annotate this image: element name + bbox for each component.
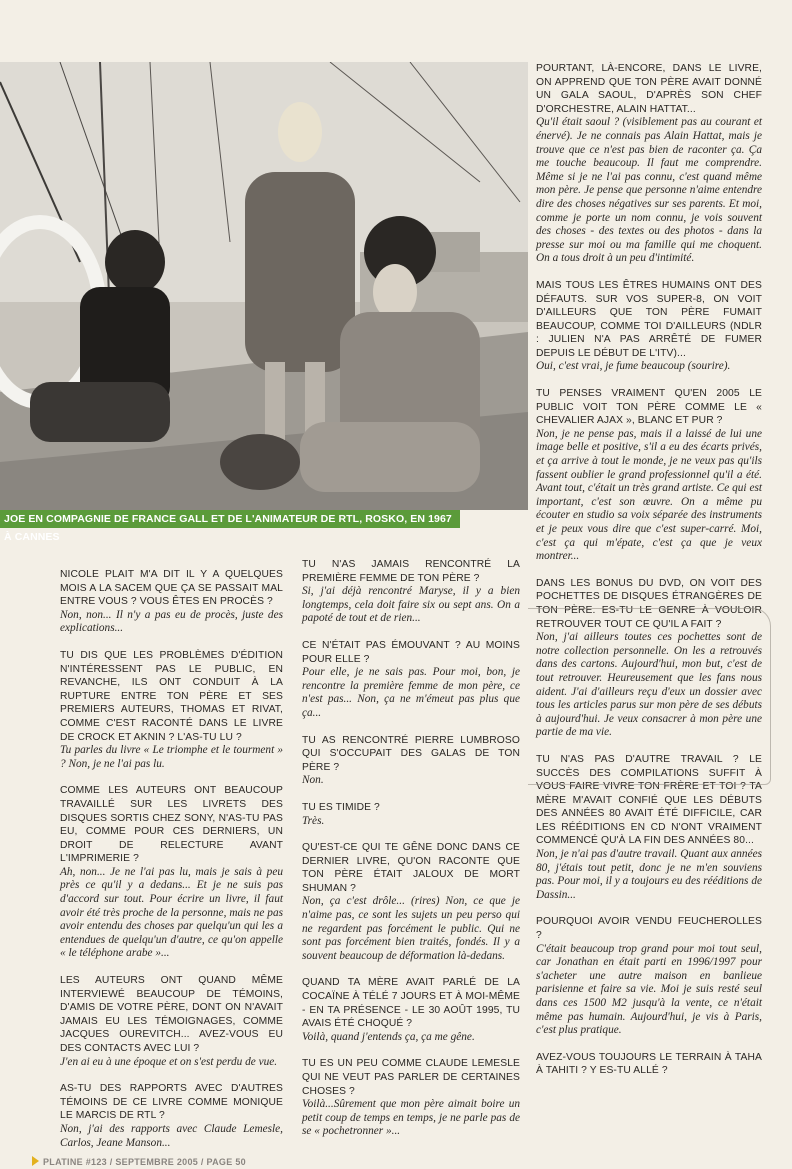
question: TU PENSES VRAIMENT QU'EN 2005 LE PUBLIC VOIT TON PÈRE COMME LE « CHEVALIER AJAX », BLANC ET PUR ? (536, 388, 762, 427)
question: AVEZ-VOUS TOUJOURS LE TERRAIN À TAHA À TAHITI ? Y ES-TU ALLÉ ? (536, 1051, 762, 1077)
answer: Pour elle, je ne sais pas. Pour moi, bon, je rencontre la première femme de mon père, ce n'est pas... Non, ça ne m'émeut pas plus que ça... (302, 666, 520, 719)
question: TU ES UN PEU COMME CLAUDE LEMESLE QUI NE VEUT PAS PARLER DE CERTAINES CHOSES ? (302, 1058, 520, 1097)
question: TU N'AS PAS D'AUTRE TRAVAIL ? LE SUCCÈS DES COMPILATIONS SUFFIT À VOUS FAIRE VIVRE TON FRÈRE ET TOI ? TA MÈRE M'AVAIT CONFIÉ QUE LES DÉBUTS DES ANNÉES 80 AVAIT ÉTÉ DIFFICILE, CAR LES RÉÉDITIONS EN CD N'ONT VRAIMENT COMMENCÉ QU'À LA FIN DES ANNÉES 80... (536, 753, 762, 847)
answer: Non, je ne pense pas, mais il a laissé de lui une image belle et positive, s'il a eu des écarts privés, et ça arrive à tout le monde, je ne veux pas qu'ils fassent oublier le grand professionnel qu'il a été. Avant tout, c'était un très grand artiste. Ce qui est important, c'est son œuvre. On a même pu écouter en studio sa voix séparée des instruments et je peux vous dire que c'est super-carré. Moi, c'est ça qui m'épate, c'est ça que je veux montrer... (536, 427, 762, 563)
question: MAIS TOUS LES ÊTRES HUMAINS ONT DES DÉFAUTS. SUR VOS SUPER-8, ON VOIT D'AILLEURS QUE TON PÈRE FUMAIT BEAUCOUP, COMME TOI D'AILLEURS (NDLR : JULIEN N'A PAS ARRÊTÉ DE FUMER DEPUIS LE DÉBUT DE L'ITV)... (536, 279, 762, 359)
column-1 (60, 568, 283, 1163)
question: TU ES TIMIDE ? (302, 801, 380, 813)
answer: Ah, non... Je ne l'ai pas lu, mais je sais à peu près ce qu'il y a dedans... Et je ne suis pas d'accord sur tout. Pour écrire un livre, il faut avoir été très proche de la personne, mais ne pas avoir entendu des choses par quelqu'un qui les a entendues de quelqu'un d'autre, ce qu'on appelle « le téléphone arabe »... (60, 865, 283, 960)
question: TU N'AS JAMAIS RENCONTRÉ LA PREMIÈRE FEMME DE TON PÈRE ? (302, 559, 520, 584)
question: NICOLE PLAIT M'A DIT IL Y A QUELQUES MOIS A LA SACEM QUE ÇA SE PASSAIT MAL ENTRE VOUS ? VOUS ÊTES EN PROCÈS ? (60, 569, 283, 608)
question: QUAND TA MÈRE AVAIT PARLÉ DE LA COCAÏNE À TÉLÉ 7 JOURS ET À MOI-MÊME - EN TA PRÉSENCE - LE 30 AOÛT 1995, TU AVAIS ÉTÉ CHOQUÉ ? (302, 977, 520, 1030)
answer: Non. (302, 774, 324, 787)
question: TU AS RENCONTRÉ PIERRE LUMBROSO QUI S'OCCUPAIT DES GALAS DE TON PÈRE ? (302, 734, 520, 773)
answer: Oui, c'est vrai, je fume beaucoup (sourire). (536, 360, 731, 373)
question: POURTANT, LÀ-ENCORE, DANS LE LIVRE, ON APPREND QUE TON PÈRE AVAIT DONNÉ UN GALA SAOUL, D'APRÈS SON CHEF D'ORCHESTRE, ALAIN HATTAT... (536, 63, 762, 115)
question: CE N'ÉTAIT PAS ÉMOUVANT ? AU MOINS POUR ELLE ? (302, 639, 520, 665)
answer: Si, j'ai déjà rencontré Maryse, il y a bien longtemps, cela doit faire six ou sept ans. On a papoté de tout et de rien... (302, 585, 520, 625)
photo-caption: JOE EN COMPAGNIE DE FRANCE GALL ET DE L'ANIMATEUR DE RTL, ROSKO, EN 1967 À CANNES (0, 510, 460, 528)
question: LES AUTEURS ONT QUAND MÊME INTERVIEWÉ BEAUCOUP DE TÉMOINS, D'AMIS DE VOTRE PÈRE, DONT ON N'AVAIT JAMAIS EU LES TÉMOIGNAGES, COMME JACQUES OUREVITCH... AVEZ-VOUS EU DES CONTACTS AVEC LUI ? (60, 975, 283, 1054)
answer: Non, j'ai des rapports avec Claude Lemesle, Carlos, Jeane Manson... (60, 1122, 283, 1149)
answer: Qu'il était saoul ? (visiblement pas au courant et énervé). Je ne connais pas Alain Hattat, mais je trouve que ce n'est pas bien de raconter ça. Ça me touche beaucoup. Il faut me comprendre. Même si je ne l'ai pas connu, c'est quand même mon père. Je pense que personne n'aime entendre dire des choses négatives sur ses parents. Et moi, comme je porte un nom connu, je vois souvent des choses - des textes ou des photos - dans la presse sur moi ou ma famille qui me choquent. On a tous droit à un peu d'intimité. (536, 116, 762, 265)
photo-illustration (0, 62, 528, 510)
answer: Non, non... Il n'y a pas eu de procès, juste des explications... (60, 608, 283, 635)
pencil-mark (528, 608, 771, 785)
footer-text: PLATINE #123 / SEPTEMBRE 2005 / PAGE 50 (43, 1157, 246, 1167)
answer: Non, je n'ai pas d'autre travail. Quant aux années 80, j'étais tout petit, donc je ne m'en souviens pas. Pour moi, il y a toujours eu des rééditions de Dassin... (536, 848, 762, 901)
answer: Tu parles du livre « Le triomphe et le tourment » ? Non, je ne l'ai pas lu. (60, 744, 283, 770)
answer: Voilà...Sûrement que mon père aimait boire un petit coup de temps en temps, je ne parle pas de se « pochetronner »... (302, 1098, 520, 1138)
answer: Très. (302, 814, 325, 827)
answer: C'était beaucoup trop grand pour moi tout seul, car Jonathan en était parti en 1996/1997 pour s'acheter une autre maison en banlieue parisienne et faire sa vie. Moi je suis resté seul dans ces 1500 M2 jusqu'à la vente, ce n'était même pas humain. Aujourd'hui, je vis à Paris, c'est plus pratique. (536, 942, 762, 1037)
photo (0, 62, 528, 510)
footer-triangle-icon (32, 1156, 39, 1166)
question: COMME LES AUTEURS ONT BEAUCOUP TRAVAILLÉ SUR LES LIVRETS DES DISQUES SORTIS CHEZ SONY, N'AS-TU PAS EU, COMME POUR CES DERNIERS, UN DROIT DE RELECTURE AVANT L'IMPRIMERIE ? (60, 785, 283, 865)
question: TU DIS QUE LES PROBLÈMES D'ÉDITION N'INTÉRESSENT PAS LE PUBLIC, EN REVANCHE, ILS ONT CONDUIT À LA RUPTURE ENTRE TON PÈRE ET SES PREMIERS AUTEURS, THOMAS ET RIVAT, COMME C'EST RACONTÉ DANS LE LIVRE DE CROCK ET AKNIN ? L'AS-TU LU ? (60, 649, 283, 743)
page-footer (32, 1156, 246, 1167)
column-2 (302, 558, 520, 1152)
question: DANS LES BONUS DU DVD, ON VOIT DES POCHETTES DE DISQUES ÉTRANGÈRES DE TON PÈRE. ES-TU LE GENRE À VOULOIR RETROUVER TOUT CE QU'IL A FAIT ? (536, 577, 762, 630)
question: POURQUOI AVOIR VENDU FEUCHEROLLES ? (536, 916, 762, 942)
column-3 (536, 62, 762, 1078)
answer: Voilà, quand j'entends ça, ça me gêne. (302, 1030, 475, 1043)
question: AS-TU DES RAPPORTS AVEC D'AUTRES TÉMOINS DE CE LIVRE COMME MONIQUE LE MARCIS DE RTL ? (60, 1083, 283, 1122)
answer: J'en ai eu à une époque et on s'est perdu de vue. (60, 1055, 278, 1068)
answer: Non, ça c'est drôle... (rires) Non, ce que je n'aime pas, ce sont les sujets un peu perso qui ne regardent pas forcément le public. Qui ne sont pas forcément bien traités, fondés. Il y a souvent beaucoup de déformation là-dedans. (302, 895, 520, 962)
answer: Non, j'ai ailleurs toutes ces pochettes sont de notre collection personnelle. On les a retrouvés dans des cartons. Aujourd'hui, mon but, c'est de tout retrouver. Heureusement que les fans nous aident. J'ai d'ailleurs reçu d'eux un dossier avec tous les articles parus sur mon père de ses débuts à aujourd'hui. Je veux consacrer à mon père une partie de ma vie. (536, 631, 762, 739)
question: QU'EST-CE QUI TE GÊNE DONC DANS CE DERNIER LIVRE, QU'ON RACONTE QUE TON PÈRE ÉTAIT JALOUX DE MORT SHUMAN ? (302, 842, 520, 894)
